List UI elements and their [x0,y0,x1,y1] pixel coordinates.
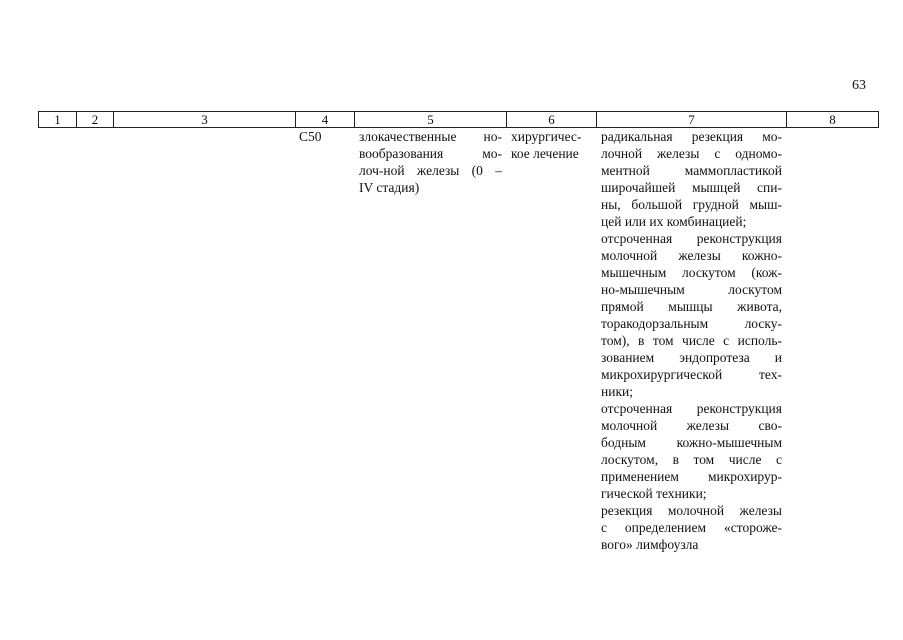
method-line: с определением «стороже- [601,520,782,535]
column-header-4: 4 [296,112,355,128]
method-line: мышечным лоскутом (кож- [601,265,782,280]
method-line: применением микрохирур- [601,469,782,484]
method-line: лочной железы с одномо- [601,146,782,161]
treatment-line: хирургичес- [511,129,582,144]
method-line: лоскутом, в том числе с [601,452,782,467]
method-line: но-мышечным лоскутом [601,282,782,297]
method-line: широчайшей мышцей спи- [601,180,782,195]
cell-3 [114,128,296,554]
treatment-line: кое лечение [511,146,579,161]
page-number: 63 [852,78,866,93]
method-line: гической техники; [601,486,707,501]
column-header-3: 3 [114,112,296,128]
diagnosis-description [355,128,507,554]
method-line: отсроченная реконструкция [601,401,782,416]
method-line: зованием эндопротеза и [601,350,782,365]
column-header-8: 8 [787,112,879,128]
diagnosis-line: IV стадия) [359,180,420,195]
column-header-7: 7 [597,112,787,128]
method-line: молочной железы сво- [601,418,782,433]
column-number-header [39,112,879,128]
column-header-5: 5 [355,112,507,128]
medical-care-table [38,111,879,553]
cell-8 [787,128,879,554]
cell-2 [77,128,114,554]
method-line: ментной маммопластикой [601,163,782,178]
method-line: резекция молочной железы [601,503,782,518]
method-line: молочной железы кожно- [601,248,782,263]
method-line: цей или их комбинацией; [601,214,747,229]
table-row [39,128,879,554]
column-header-2: 2 [77,112,114,128]
method-line: прямой мышцы живота, [601,299,782,314]
method-line: ники; [601,384,633,399]
method-line: вого» лимфоузла [601,537,699,552]
method-line: микрохирургической тех- [601,367,782,382]
method-line: том), в том числе с исполь- [601,333,782,348]
diagnosis-line: лоч-ной железы (0 – [359,163,502,178]
method-line: отсроченная реконструкция [601,231,782,246]
method-line: торакодорзальным лоску- [601,316,782,331]
diagnosis-line: злокачественные но- [359,129,502,144]
method-line: бодным кожно-мышечным [601,435,782,450]
diagnosis-line: вообразования мо- [359,146,502,161]
method-line: радикальная резекция мо- [601,129,782,144]
column-header-1: 1 [39,112,77,128]
treatment-type [507,128,597,554]
cell-1 [39,128,77,554]
column-header-6: 6 [507,112,597,128]
method-line: ны, большой грудной мыш- [601,197,782,212]
diagnosis-code: C50 [299,129,322,144]
treatment-method [597,128,787,554]
